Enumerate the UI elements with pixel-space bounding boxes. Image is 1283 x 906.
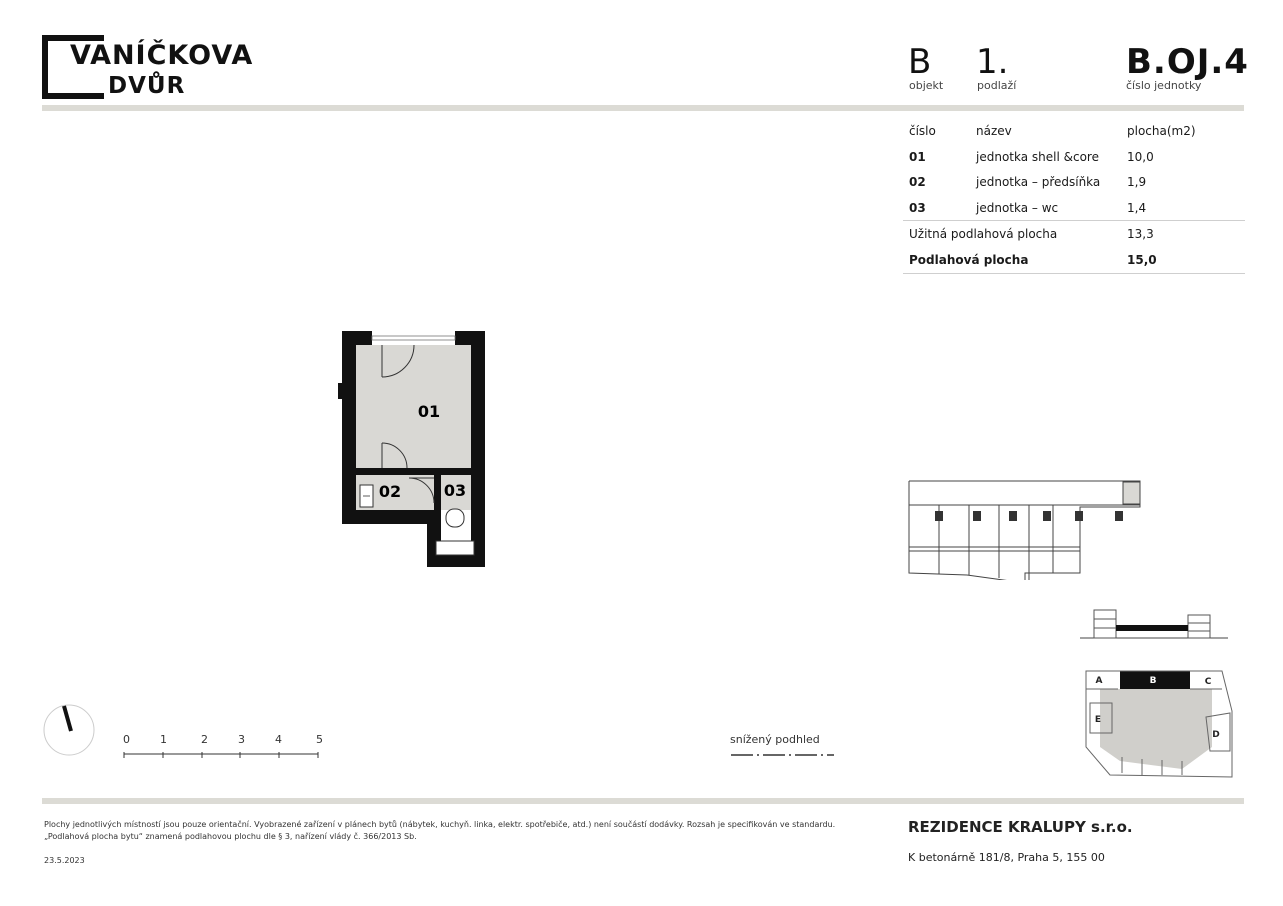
col-area-header: plocha(m2) xyxy=(1127,124,1196,138)
legend-lowered-ceiling: snížený podhled xyxy=(730,733,820,746)
col-name-header: název xyxy=(976,124,1012,138)
usable-area-value: 13,3 xyxy=(1127,227,1154,242)
site-block-c: C xyxy=(1204,677,1212,687)
site-block-b: B xyxy=(1149,676,1157,686)
row-name: jednotka – předsíňka xyxy=(976,175,1101,190)
scale-bar xyxy=(120,750,325,760)
toilet-icon xyxy=(446,509,464,527)
disclaimer-line1: Plochy jednotlivých místností jsou pouze orientační. Vyobrazené zařízení v plánech bytů (nábytek, kuchyň. linka, elektr. spotřebiče, atd.) není součástí dodávky. Rozsah je specifikován ve standardu. xyxy=(44,820,836,829)
row-number: 02 xyxy=(909,175,926,190)
row-name: jednotka – wc xyxy=(976,200,1059,215)
area-table xyxy=(903,118,1245,274)
object-value: B xyxy=(908,42,932,82)
room-01-floor xyxy=(356,345,471,468)
usable-area-row xyxy=(903,220,1245,247)
scale-tick-label: 5 xyxy=(316,733,323,746)
scale-tick-label: 4 xyxy=(275,733,282,746)
legend-dash-line xyxy=(730,752,836,758)
table-row xyxy=(903,169,1245,195)
floor-area-row xyxy=(903,247,1245,274)
scale-tick-label: 2 xyxy=(201,733,208,746)
header-rule xyxy=(42,105,1244,111)
site-plan xyxy=(1082,667,1242,779)
company-address: K betonárně 181/8, Praha 5, 155 00 xyxy=(908,851,1105,864)
row-area: 1,4 xyxy=(1127,200,1147,215)
floor-area-label: Podlahová plocha xyxy=(909,252,1029,267)
usable-area-label: Užitná podlahová plocha xyxy=(909,227,1058,242)
row-number: 01 xyxy=(909,149,926,164)
row-name: jednotka shell &core xyxy=(976,149,1099,164)
scale-tick-label: 3 xyxy=(238,733,245,746)
logo-line2: DVŮR xyxy=(108,73,186,99)
footer-rule xyxy=(42,798,1244,804)
unit-highlight xyxy=(1123,482,1140,504)
table-row xyxy=(903,144,1245,170)
shelf-icon xyxy=(436,541,474,555)
floor-value: 1. xyxy=(976,42,1009,82)
disclaimer-line2: „Podlahová plocha bytu“ znamená podlahovou plochu dle § 3, nařízení vlády č. 366/2013 Sb. xyxy=(44,832,417,841)
logo-line1: VANÍČKOVA xyxy=(70,40,254,71)
table-header-row xyxy=(903,118,1245,144)
building-section xyxy=(1080,605,1230,645)
unit-number: B.OJ.4 xyxy=(1126,42,1249,82)
row-number: 03 xyxy=(909,200,926,215)
floor-plan xyxy=(330,325,495,575)
building-key-plan xyxy=(905,475,1145,580)
unit-label: číslo jednotky xyxy=(1126,79,1202,92)
site-block-d: D xyxy=(1212,730,1220,740)
scale-tick-label: 0 xyxy=(123,733,130,746)
scale-tick-label: 1 xyxy=(160,733,167,746)
window xyxy=(372,336,455,340)
floor-label: podlaží xyxy=(977,79,1017,92)
room-03-label: 03 xyxy=(443,481,467,500)
floor-area-value: 15,0 xyxy=(1127,252,1157,267)
row-area: 1,9 xyxy=(1127,175,1147,190)
document-date: 23.5.2023 xyxy=(44,856,85,865)
site-block-e: E xyxy=(1094,715,1102,725)
north-arrow-icon xyxy=(42,703,98,759)
object-label: objekt xyxy=(909,79,944,92)
col-number-header: číslo xyxy=(909,124,936,138)
row-area: 10,0 xyxy=(1127,149,1154,164)
site-block-a: A xyxy=(1095,676,1103,686)
company-name: REZIDENCE KRALUPY s.r.o. xyxy=(908,818,1133,836)
room-02-label: 02 xyxy=(378,482,402,501)
table-row xyxy=(903,195,1245,221)
room-01-label: 01 xyxy=(417,402,441,421)
